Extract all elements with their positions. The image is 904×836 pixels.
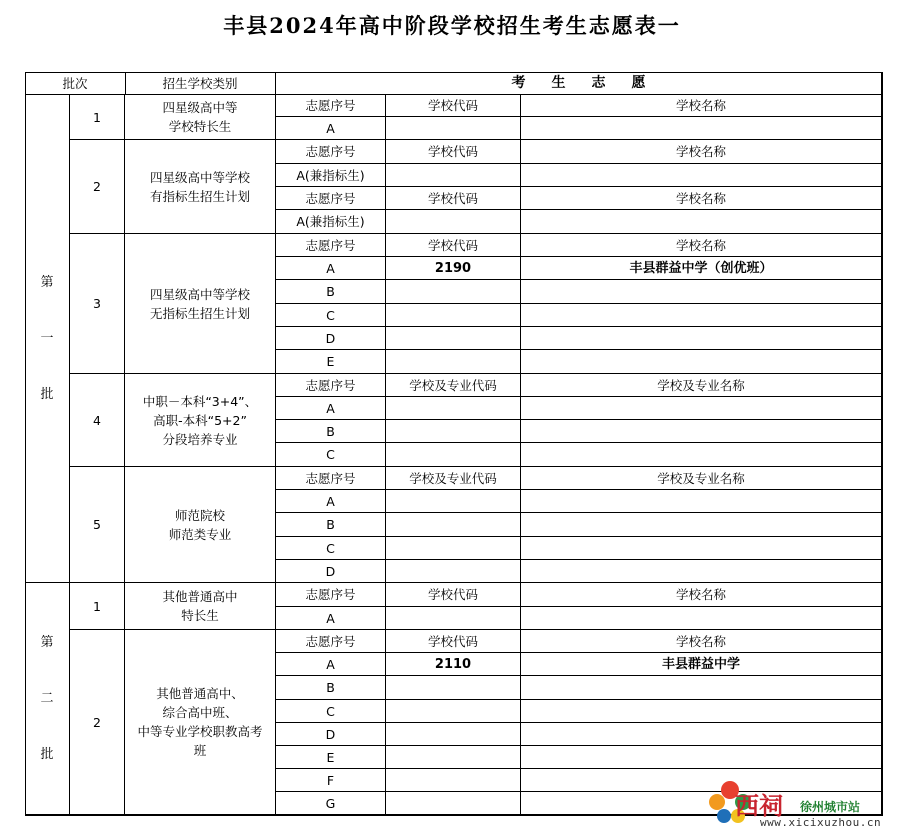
group-number: 1 xyxy=(70,95,125,140)
code-cell xyxy=(386,792,521,815)
name-cell xyxy=(521,117,882,140)
name-cell xyxy=(521,304,882,327)
name-cell xyxy=(521,350,882,374)
code-cell: 学校代码 xyxy=(386,583,521,607)
code-cell xyxy=(386,700,521,723)
code-cell xyxy=(386,746,521,769)
name-cell: 丰县群益中学 xyxy=(521,653,882,676)
seq-cell: 志愿序号 xyxy=(276,95,386,117)
name-cell: 学校及专业名称 xyxy=(521,374,882,397)
code-cell xyxy=(386,304,521,327)
group-category: 四星级高中等学校 无指标生招生计划 xyxy=(125,234,276,374)
seq-cell: B xyxy=(276,420,386,443)
code-cell xyxy=(386,607,521,630)
seq-cell: A(兼指标生) xyxy=(276,164,386,187)
name-cell xyxy=(521,607,882,630)
code-cell xyxy=(386,420,521,443)
name-cell xyxy=(521,723,882,746)
group-category: 四星级高中等学校 有指标生招生计划 xyxy=(125,140,276,234)
name-cell xyxy=(521,327,882,350)
group-category: 中职－本科“3+4”、 高职-本科“5+2” 分段培养专业 xyxy=(125,374,276,467)
seq-cell: G xyxy=(276,792,386,815)
name-cell xyxy=(521,537,882,560)
watermark-site: 徐州城市站 xyxy=(800,800,861,814)
seq-cell: D xyxy=(276,560,386,583)
name-cell xyxy=(521,443,882,467)
name-cell xyxy=(521,676,882,700)
page-title: 丰县2024年高中阶段学校招生考生志愿表一 xyxy=(223,13,681,38)
name-cell: 丰县群益中学（创优班） xyxy=(521,257,882,280)
seq-cell: C xyxy=(276,304,386,327)
group-number: 2 xyxy=(70,140,125,234)
name-cell xyxy=(521,210,882,234)
code-cell: 学校及专业代码 xyxy=(386,467,521,490)
name-cell xyxy=(521,420,882,443)
seq-cell: B xyxy=(276,513,386,537)
name-cell: 学校名称 xyxy=(521,95,882,117)
name-cell: 学校及专业名称 xyxy=(521,467,882,490)
group-number: 3 xyxy=(70,234,125,374)
code-cell: 学校代码 xyxy=(386,630,521,653)
seq-cell: A xyxy=(276,653,386,676)
code-cell xyxy=(386,676,521,700)
header-batch: 批次 xyxy=(25,72,126,95)
code-cell xyxy=(386,537,521,560)
code-cell xyxy=(386,513,521,537)
code-cell: 学校代码 xyxy=(386,187,521,210)
name-cell xyxy=(521,397,882,420)
code-cell: 2110 xyxy=(386,653,521,676)
batch-label: 第 二 批 xyxy=(25,583,70,815)
seq-cell: C xyxy=(276,443,386,467)
code-cell xyxy=(386,723,521,746)
seq-cell: C xyxy=(276,700,386,723)
seq-cell: 志愿序号 xyxy=(276,374,386,397)
seq-cell: 志愿序号 xyxy=(276,140,386,164)
code-cell xyxy=(386,443,521,467)
name-cell xyxy=(521,490,882,513)
group-category: 师范院校 师范类专业 xyxy=(125,467,276,583)
code-cell xyxy=(386,280,521,304)
name-cell: 学校名称 xyxy=(521,140,882,164)
seq-cell: 志愿序号 xyxy=(276,630,386,653)
group-number: 5 xyxy=(70,467,125,583)
name-cell xyxy=(521,700,882,723)
code-cell xyxy=(386,117,521,140)
code-cell xyxy=(386,560,521,583)
group-number: 1 xyxy=(70,583,125,630)
batch-label: 第 一 批 xyxy=(25,95,70,583)
watermark-brand: 西祠 xyxy=(735,791,783,820)
seq-cell: 志愿序号 xyxy=(276,234,386,257)
seq-cell: A xyxy=(276,607,386,630)
code-cell xyxy=(386,769,521,792)
seq-cell: D xyxy=(276,723,386,746)
group-category: 其他普通高中 特长生 xyxy=(125,583,276,630)
seq-cell: 志愿序号 xyxy=(276,583,386,607)
code-cell: 学校代码 xyxy=(386,234,521,257)
seq-cell: F xyxy=(276,769,386,792)
name-cell xyxy=(521,560,882,583)
code-cell: 学校代码 xyxy=(386,140,521,164)
code-cell xyxy=(386,164,521,187)
name-cell: 学校名称 xyxy=(521,234,882,257)
seq-cell: C xyxy=(276,537,386,560)
seq-cell: B xyxy=(276,280,386,304)
seq-cell: E xyxy=(276,746,386,769)
seq-cell: A xyxy=(276,117,386,140)
seq-cell: 志愿序号 xyxy=(276,187,386,210)
name-cell: 学校名称 xyxy=(521,630,882,653)
name-cell xyxy=(521,280,882,304)
seq-cell: A xyxy=(276,490,386,513)
code-cell: 学校及专业代码 xyxy=(386,374,521,397)
seq-cell: A xyxy=(276,257,386,280)
code-cell xyxy=(386,490,521,513)
code-cell: 学校代码 xyxy=(386,95,521,117)
name-cell xyxy=(521,164,882,187)
name-cell xyxy=(521,513,882,537)
code-cell xyxy=(386,350,521,374)
group-category: 四星级高中等 学校特长生 xyxy=(125,95,276,140)
seq-cell: A(兼指标生) xyxy=(276,210,386,234)
table-border-right xyxy=(882,72,883,816)
group-number: 2 xyxy=(70,630,125,815)
group-category: 其他普通高中、 综合高中班、 中等专业学校职教高考 班 xyxy=(125,630,276,815)
code-cell xyxy=(386,210,521,234)
header-category: 招生学校类别 xyxy=(125,72,276,95)
name-cell xyxy=(521,746,882,769)
seq-cell: E xyxy=(276,350,386,374)
header-choices: 考生志愿 xyxy=(276,72,882,95)
watermark-url: www.xicixuzhou.cn xyxy=(760,816,882,829)
name-cell: 学校名称 xyxy=(521,187,882,210)
seq-cell: A xyxy=(276,397,386,420)
seq-cell: D xyxy=(276,327,386,350)
group-number: 4 xyxy=(70,374,125,467)
code-cell xyxy=(386,327,521,350)
seq-cell: B xyxy=(276,676,386,700)
seq-cell: 志愿序号 xyxy=(276,467,386,490)
code-cell: 2190 xyxy=(386,257,521,280)
code-cell xyxy=(386,397,521,420)
name-cell: 学校名称 xyxy=(521,583,882,607)
